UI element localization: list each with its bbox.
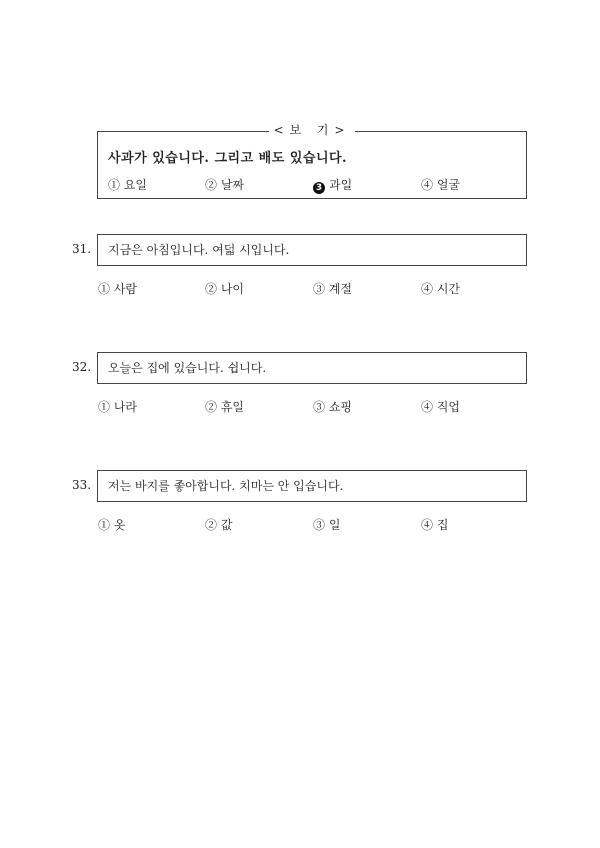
option-text: 나라 (113, 400, 138, 414)
option-text: 요일 (123, 178, 148, 192)
question-33-option-3[interactable] (313, 516, 340, 533)
option-marker: ① (108, 178, 121, 192)
option-text: 얼굴 (436, 178, 461, 192)
option-text: 과일 (329, 178, 353, 192)
option-marker: ① (98, 282, 111, 296)
option-text: 시간 (436, 282, 461, 296)
option-marker: ④ (421, 400, 434, 414)
question-32-sentence: 오늘은 집에 있습니다. 쉽니다. (97, 352, 527, 384)
question-33-sentence: 저는 바지를 좋아합니다. 치마는 안 입습니다. (97, 470, 527, 502)
question-33-option-1[interactable] (98, 516, 125, 533)
question-number-31: 31. (72, 242, 92, 256)
question-31-option-1[interactable] (98, 280, 137, 297)
question-31-sentence: 지금은 아침입니다. 여덟 시입니다. (97, 234, 527, 266)
option-marker: ④ (421, 282, 434, 296)
question-32-option-2[interactable] (205, 398, 244, 415)
example-option-3-answer (313, 176, 352, 194)
question-number-32: 32. (72, 360, 92, 374)
option-text: 사람 (113, 282, 138, 296)
question-32-option-3[interactable] (313, 398, 352, 415)
question-31-option-3[interactable] (313, 280, 352, 297)
option-text: 휴일 (220, 400, 245, 414)
option-marker: ② (205, 282, 218, 296)
question-31-option-4[interactable] (421, 280, 460, 297)
option-marker: ① (98, 400, 111, 414)
question-32-option-4[interactable] (421, 398, 460, 415)
option-marker: ② (205, 518, 218, 532)
option-marker: ④ (421, 178, 434, 192)
question-33-option-2[interactable] (205, 516, 232, 533)
option-text: 나이 (220, 282, 245, 296)
example-title (97, 122, 527, 138)
option-text: 일 (328, 518, 341, 532)
option-marker: ③ (313, 282, 326, 296)
option-text: 계절 (328, 282, 353, 296)
option-marker: ③ (313, 518, 326, 532)
question-33-option-4[interactable] (421, 516, 448, 533)
answer-filled-circle-icon: 3 (313, 182, 325, 194)
option-marker: ③ (313, 400, 326, 414)
option-marker: ② (205, 178, 218, 192)
option-text: 옷 (113, 518, 126, 532)
option-text: 날짜 (220, 178, 245, 192)
example-sentence: 사과가 있습니다. 그리고 배도 있습니다. (108, 151, 348, 166)
question-32-option-1[interactable] (98, 398, 137, 415)
example-option-4 (421, 176, 460, 193)
option-text: 값 (220, 518, 233, 532)
question-number-33: 33. (72, 478, 92, 492)
option-marker: ② (205, 400, 218, 414)
option-marker: ① (98, 518, 111, 532)
example-option-1 (108, 176, 147, 193)
option-text: 집 (436, 518, 449, 532)
example-option-2 (205, 176, 244, 193)
option-text: 쇼핑 (328, 400, 353, 414)
option-text: 직업 (436, 400, 461, 414)
example-title-text: <보 기> (269, 122, 354, 138)
question-31-option-2[interactable] (205, 280, 244, 297)
option-marker: ④ (421, 518, 434, 532)
